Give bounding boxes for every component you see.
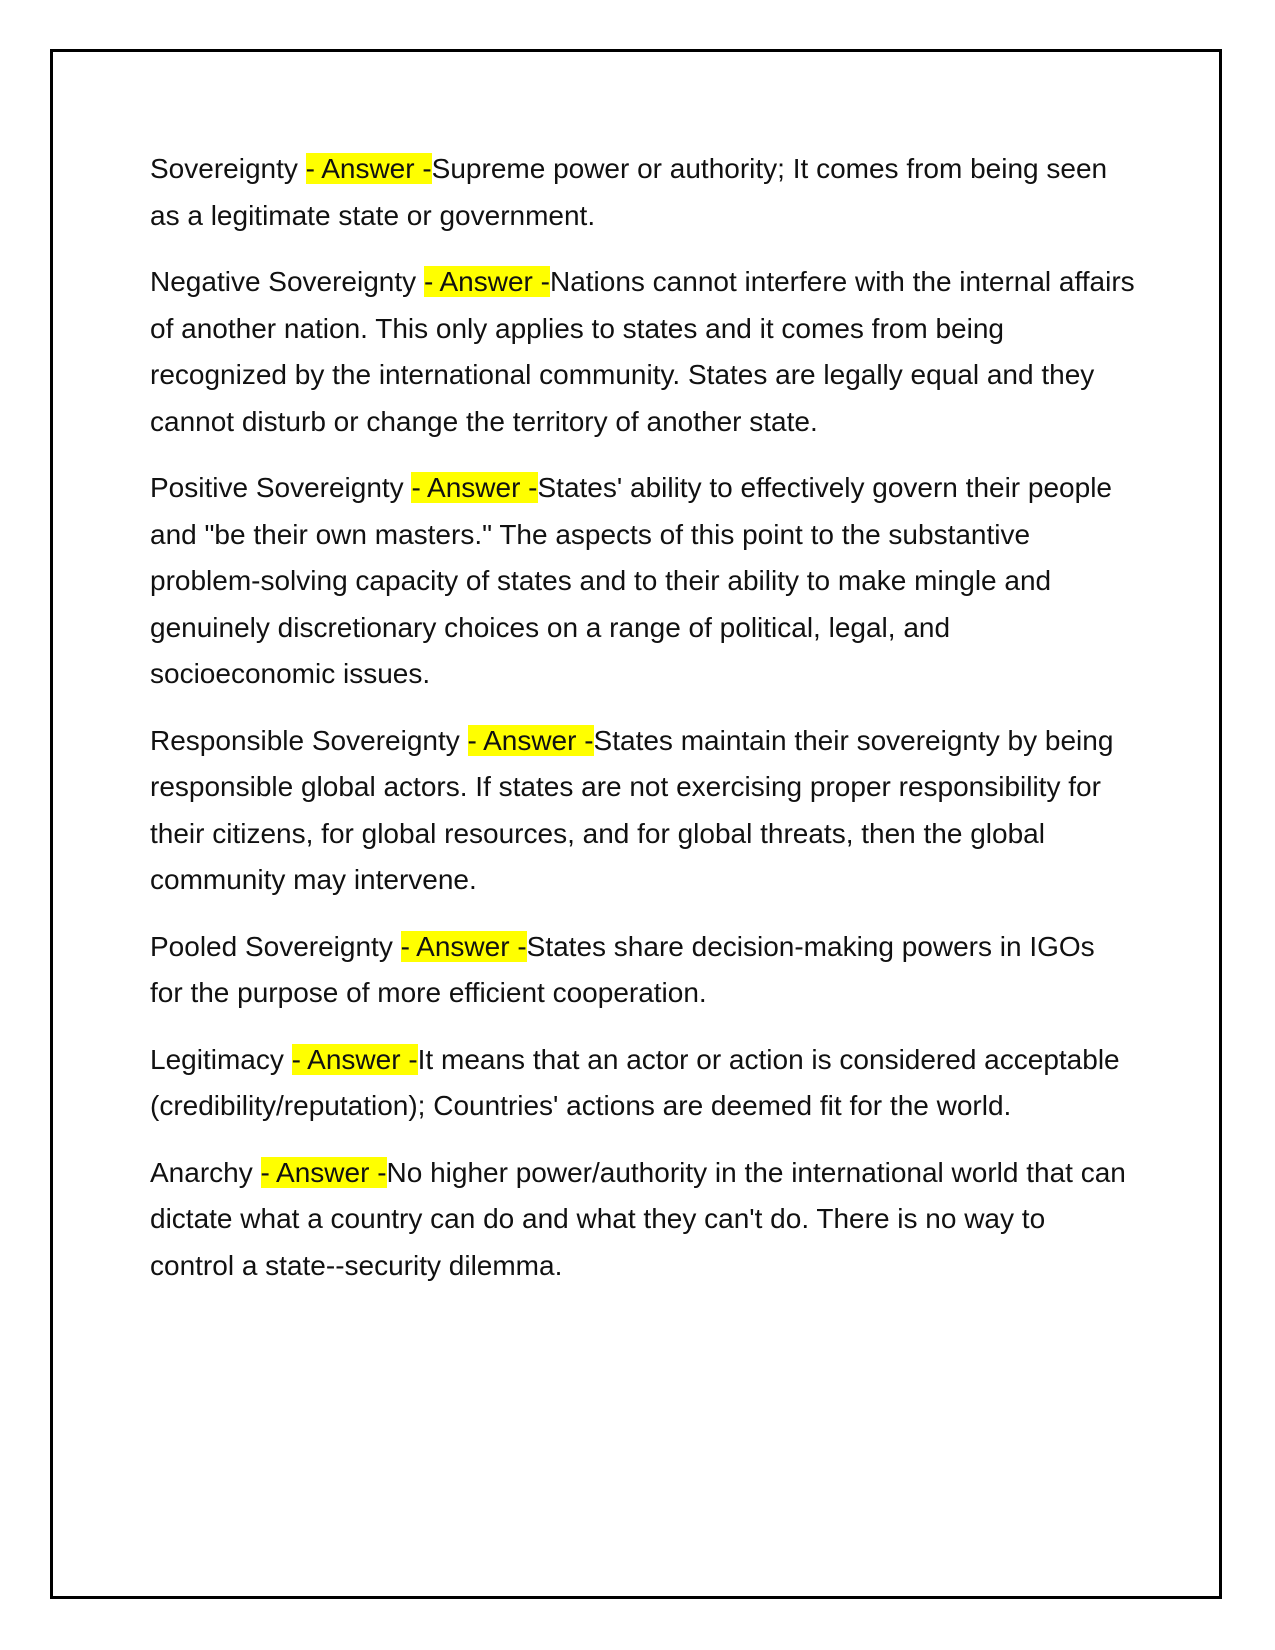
answer-highlight: - Answer - xyxy=(305,153,432,184)
answer-highlight: - Answer - xyxy=(400,930,527,962)
definition-text: Nations cannot interfere with the internal affairs of another nation. This only applies to states and it comes from being recognized by the international community. States are legally equal and they cannot disturb or change the territory of another state. xyxy=(150,266,1135,437)
definition-text: No higher power/authority in the international world that can dictate what a country can do and what they can't do. There is no way to control a state--security dilemma. xyxy=(150,1156,1126,1281)
entry-responsible-sovereignty xyxy=(150,718,1135,904)
term-label: Anarchy xyxy=(150,1156,261,1188)
entry-positive-sovereignty xyxy=(150,465,1135,698)
definition-text: Supreme power or authority; It comes from being seen as a legitimate state or government. xyxy=(150,153,1108,231)
answer-highlight: - Answer - xyxy=(423,266,550,297)
entry-legitimacy xyxy=(150,1037,1135,1130)
term-label: Negative Sovereignty xyxy=(150,266,424,297)
answer-highlight: - Answer - xyxy=(291,1043,418,1075)
term-label: Responsible Sovereignty xyxy=(150,724,468,756)
answer-highlight: - Answer - xyxy=(260,1156,387,1188)
definition-text: States share decision-making powers in IGOs for the purpose of more efficient cooperation. xyxy=(150,930,1095,1008)
document-body xyxy=(150,146,1135,1309)
entry-anarchy xyxy=(150,1150,1135,1290)
entry-sovereignty xyxy=(150,146,1135,239)
entry-pooled-sovereignty xyxy=(150,924,1135,1017)
definition-text: It means that an actor or action is considered acceptable (credibility/reputation); Countries' actions are deemed fit for the world. xyxy=(150,1043,1120,1121)
entry-negative-sovereignty xyxy=(150,259,1135,445)
answer-highlight: - Answer - xyxy=(411,472,538,503)
answer-highlight: - Answer - xyxy=(467,724,594,756)
term-label: Positive Sovereignty xyxy=(150,472,412,503)
term-label: Sovereignty xyxy=(150,153,306,184)
term-label: Pooled Sovereignty xyxy=(150,930,401,962)
definition-text: States' ability to effectively govern their people and "be their own masters." The aspects of this point to the substantive problem-solving capacity of states and to their ability to make mingle and genuinely discretionary choices on a range of political, legal, and socioeconomic issues. xyxy=(150,472,1112,689)
term-label: Legitimacy xyxy=(150,1043,292,1075)
definition-text: States maintain their sovereignty by being responsible global actors. If states are not exercising proper responsibility for their citizens, for global resources, and for global threats, then the global community may intervene. xyxy=(150,724,1114,895)
